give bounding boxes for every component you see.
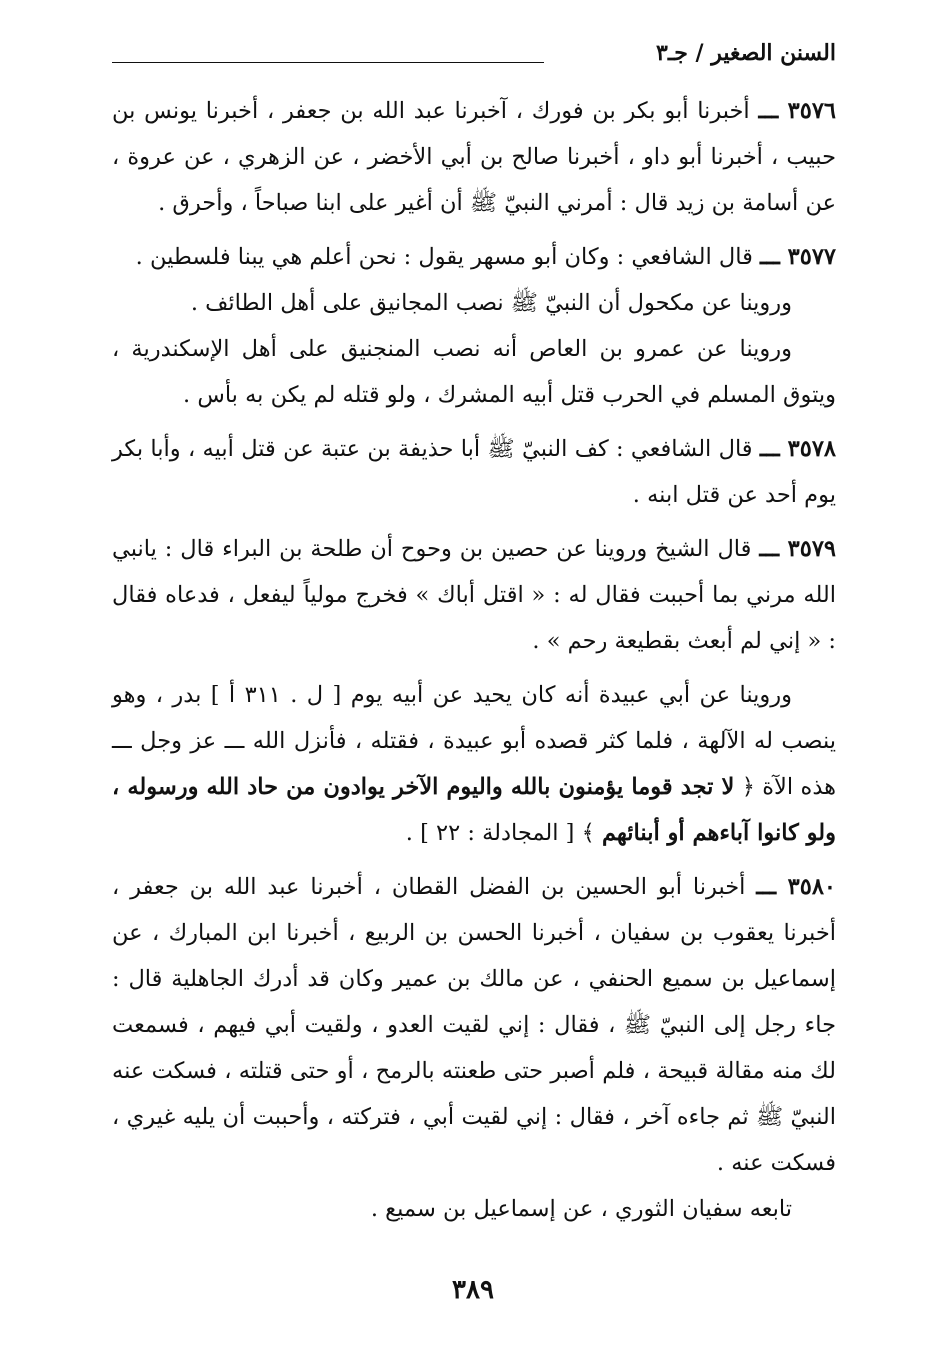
hadith-number: ٣٥٧٩ ـــ: [759, 536, 837, 562]
running-header: [112, 40, 836, 70]
hadith-text: أخبرنا أبو الحسين بن الفضل القطان ، أخبرنا عبد الله بن جعفر ، أخبرنا يعقوب بن سفيان ، أخبرنا الحسن بن الربيع ، أخبرنا ابن المبارك ، عن إسماعيل بن سميع الحنفي ، عن مالك بن عمير وكان قد أدرك الجاهلية قال : جاء رجل إلى النبيّ ﷺ ، فقال : إني لقيت العدو ، ولقيت أبي فيهم ، فسمعت لك منه مقالة قبيحة ، فلم أصبر حتى طعنته بالرمح ، أو حتى قتلته ، فسكت عنه النبيّ ﷺ ثم جاءه آخر ، فقال : إني لقيت أبي ، فتركته ، وأحببت أن يليه غيري ، فسكت عنه .: [112, 874, 836, 1176]
narration-paragraph: [112, 280, 836, 326]
hadith-3580: [112, 864, 836, 1186]
narration-text: وروينا عن مكحول أن النبيّ ﷺ نصب المجانيق على أهل الطائف .: [190, 290, 792, 316]
hadith-number: ٣٥٨٠ ـــ: [756, 874, 836, 900]
hadith-text: قال الشيخ وروينا عن حصين بن وحوح أن طلحة بن البراء قال : يانبي الله مرني بما أحببت فقال له : « اقتل أباك » فخرج مولياً ليفعل ، فدعاه فقال : « إني لم أبعث بقطيعة رحم » .: [112, 536, 836, 654]
hadith-3578: [112, 426, 836, 518]
quran-verse: لا تجد قوما يؤمنون بالله واليوم الآخر يوادون من حاد الله ورسوله ، ولو كانوا آباءهم أو أبنائهم: [112, 774, 836, 846]
text-body: [112, 88, 836, 1232]
narration-text: وروينا عن أبي عبيدة أنه كان يحيد عن أبيه يوم [ ل . ٣١١ أ ] بدر ، وهو ينصب له الآلهة ، فلما كثر قصده أبو عبيدة ، فقتله ، فأنزل الله ـــ عز وجل ـــ هذه الآة ﴿: [112, 682, 837, 800]
header-rule: [112, 62, 544, 63]
hadith-text: قال الشافعي : كف النبيّ ﷺ أبا حذيفة بن عتبة عن قتل أبيه ، وأبا بكر يوم أحد عن قتل ابنه .: [112, 436, 836, 508]
hadith-text: قال الشافعي : وكان أبو مسهر يقول : نحن أعلم هي يبنا فلسطين .: [135, 244, 753, 270]
hadith-3577: [112, 234, 836, 280]
narration-paragraph: [112, 672, 836, 856]
narration-paragraph: [112, 326, 836, 418]
verse-citation: ﴾ [ المجادلة : ٢٢ ] .: [405, 820, 595, 846]
hadith-number: ٣٥٧٨ ـــ: [759, 436, 837, 462]
page-number: ٣٨٩: [452, 1275, 494, 1305]
header-title: السنن الصغير / جـ٣: [656, 40, 836, 66]
hadith-3579: [112, 526, 836, 664]
narration-text: وروينا عن عمرو بن العاص أنه نصب المنجنيق على أهل الإسكندرية ، ويتوق المسلم في الحرب قتل أبيه المشرك ، ولو قتله لم يكن به بأس .: [112, 336, 836, 408]
hadith-number: ٣٥٧٧ ـــ: [760, 244, 836, 270]
narration-text: تابعه سفيان الثوري ، عن إسماعيل بن سميع .: [370, 1196, 792, 1222]
narration-paragraph: [112, 1186, 836, 1232]
hadith-number: ٣٥٧٦ ـــ: [758, 98, 836, 124]
hadith-text: أخبرنا أبو بكر بن فورك ، آخبرنا عبد الله بن جعفر ، أخبرنا يونس بن حبيب ، أخبرنا أبو داو ، أخبرنا صالح بن أبي الأخضر ، عن الزهري ، عن عروة ، عن أسامة بن زيد قال : أمرني النبيّ ﷺ أن أغير على ابنا صباحاً ، وأحرق .: [112, 98, 836, 216]
hadith-3576: [112, 88, 836, 226]
